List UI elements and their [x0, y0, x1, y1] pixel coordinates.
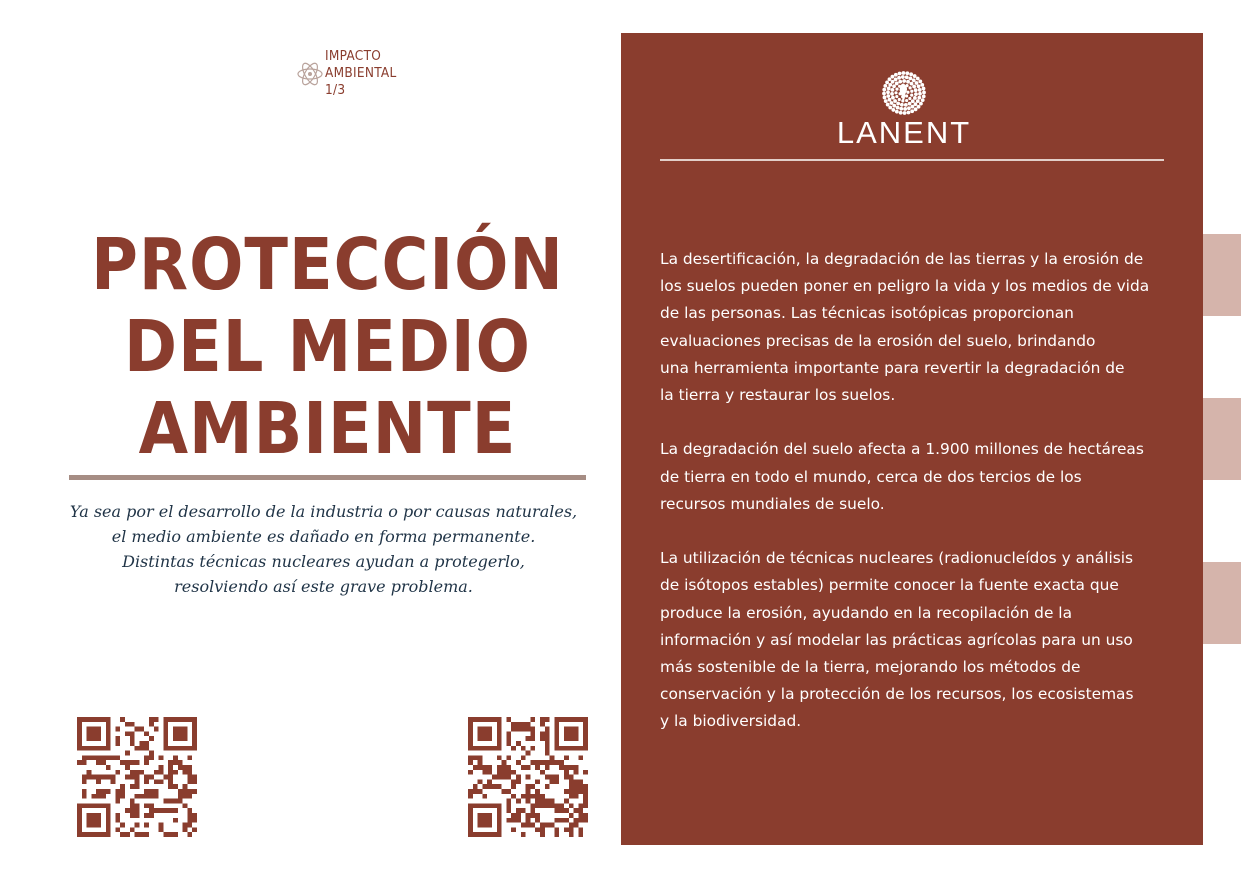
title-line: AMBIENTE	[138, 387, 517, 470]
text-line: La utilización de técnicas nucleares (radionucleídos y análisis	[660, 549, 1134, 568]
brand-logo-text: LANENT	[836, 115, 972, 150]
qr-code-icon[interactable]	[77, 717, 197, 837]
text-line: de las personas. Las técnicas isotópicas proporcionan	[660, 304, 1074, 323]
info-panel	[621, 33, 1203, 845]
intro-text	[60, 499, 587, 599]
text-line: una herramienta importante para revertir la degradación de	[660, 358, 1125, 377]
text-line: más sostenible de la tierra, mejorando los métodos de	[660, 658, 1081, 677]
text-line: información y así modelar las prácticas agrícolas para un uso	[660, 630, 1133, 649]
atom-icon	[296, 52, 324, 96]
page-tab[interactable]	[1203, 398, 1241, 480]
text-line: La desertificación, la degradación de las tierras y la erosión de	[660, 250, 1144, 268]
section-badge	[296, 48, 436, 100]
title-line: PROTECCIÓN	[91, 223, 564, 306]
paragraph	[660, 545, 1180, 735]
title-divider	[69, 475, 586, 480]
page-title	[70, 224, 585, 470]
text-line: recursos mundiales de suelo.	[660, 494, 885, 513]
intro-line: resolviendo así este grave problema.	[174, 577, 473, 596]
badge-line: IMPACTO	[325, 48, 382, 64]
title-line: DEL MEDIO	[124, 305, 531, 388]
badge-line: AMBIENTAL	[325, 65, 397, 81]
qr-code-icon[interactable]	[468, 717, 588, 837]
intro-line: el medio ambiente es dañado en forma permanente.	[111, 527, 536, 546]
panel-body	[660, 246, 1180, 763]
text-line: conservación y la protección de los recursos, los ecosistemas	[660, 685, 1134, 704]
page-tab[interactable]	[1203, 234, 1241, 316]
text-line: evaluaciones precisas de la erosión del suelo, brindando	[660, 331, 1096, 350]
badge-text	[325, 48, 397, 99]
text-line: de isótopos estables) permite conocer la fuente exacta que	[660, 576, 1119, 595]
text-line: los suelos pueden poner en peligro la vida y los medios de vida	[660, 277, 1150, 296]
text-line: La degradación del suelo afecta a 1.900 millones de hectáreas	[660, 440, 1144, 459]
paragraph	[660, 246, 1180, 409]
badge-line: 1/3	[325, 82, 346, 98]
intro-line: Ya sea por el desarrollo de la industria o por causas naturales,	[69, 502, 578, 521]
panel-divider	[660, 159, 1164, 161]
text-line: y la biodiversidad.	[660, 712, 802, 731]
page-tab[interactable]	[1203, 562, 1241, 644]
paragraph	[660, 436, 1180, 518]
text-line: de tierra en todo el mundo, cerca de dos tercios de los	[660, 467, 1082, 486]
text-line: produce la erosión, ayudando en la recopilación de la	[660, 603, 1073, 622]
globe-dots-icon	[882, 71, 926, 115]
text-line: la tierra y restaurar los suelos.	[660, 386, 896, 405]
intro-line: Distintas técnicas nucleares ayudan a protegerlo,	[122, 552, 525, 571]
